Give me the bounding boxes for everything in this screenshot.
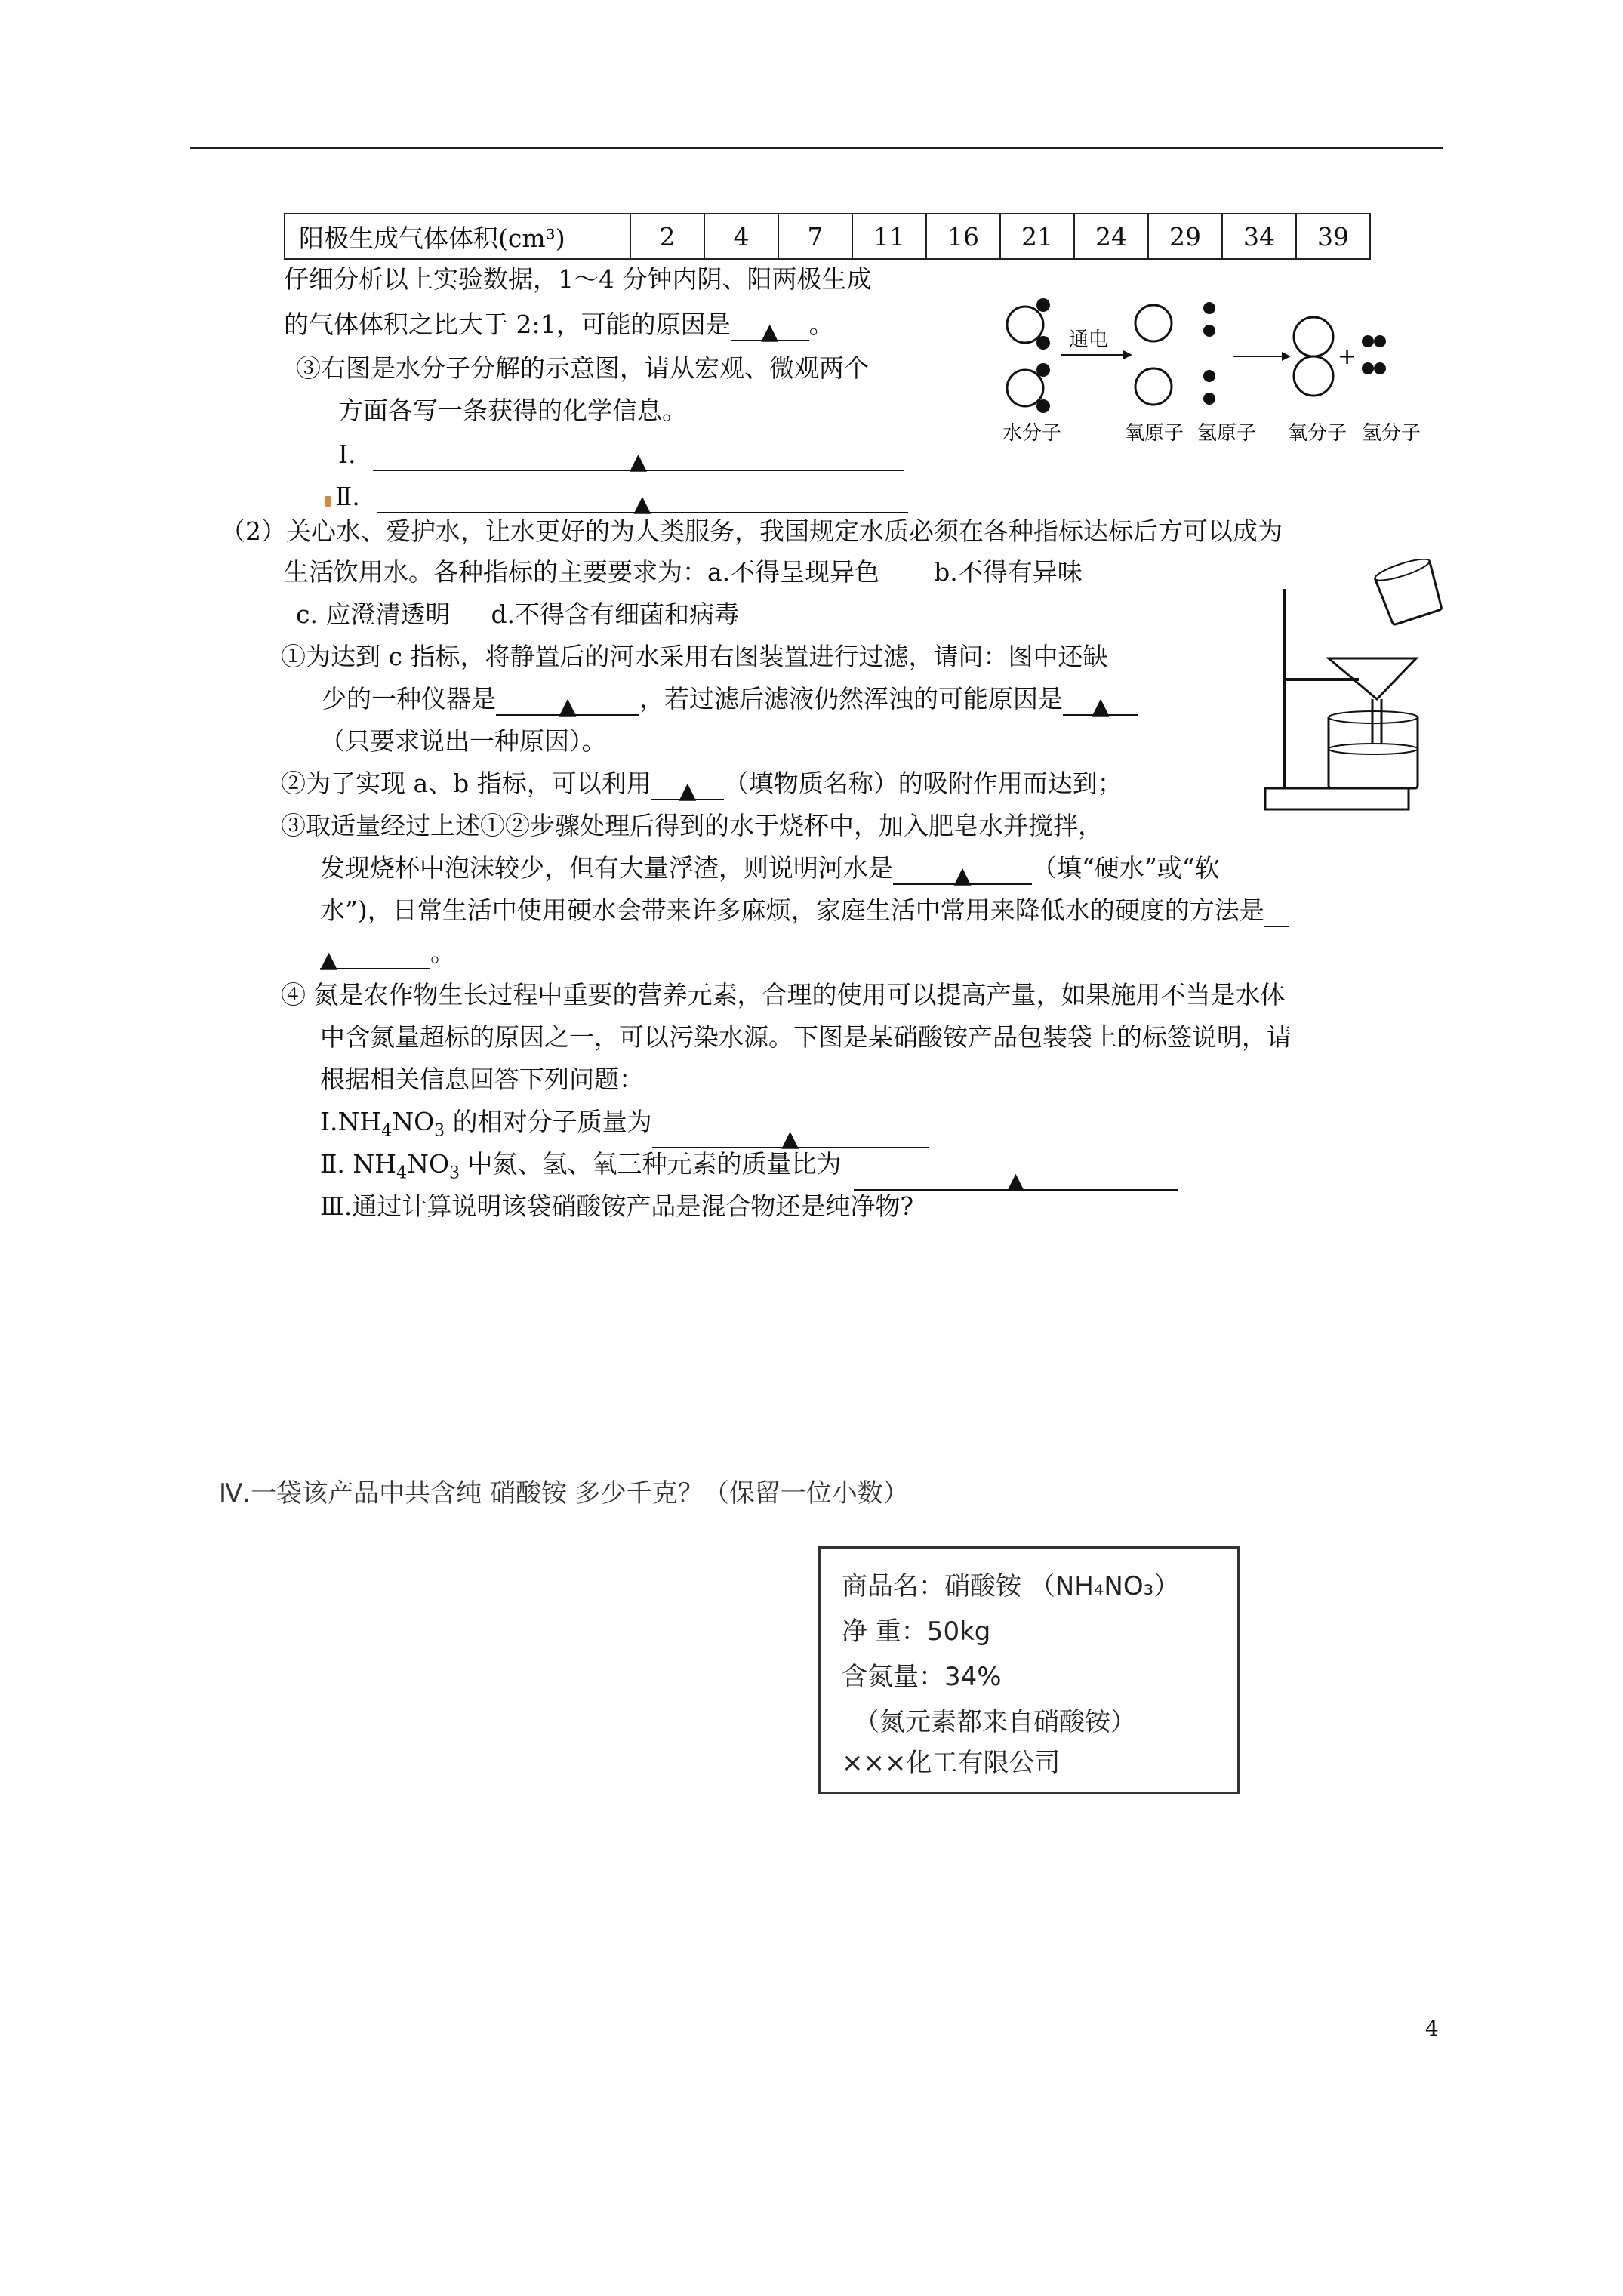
oxygen-molecule-atom — [1294, 317, 1333, 356]
text-span: Ⅰ. — [338, 439, 356, 469]
text-line — [284, 308, 834, 345]
label-company: ×××化工有限公司 — [842, 1748, 1061, 1778]
hydrogen-molecule-atom — [1362, 335, 1374, 347]
page-number: 4 — [1425, 2016, 1439, 2041]
text-span: （填“硬水”或“软 — [1032, 853, 1220, 883]
label-note: （氮元素都来自硝酸铵） — [854, 1707, 1136, 1737]
blank-marker: ▲ — [679, 778, 697, 804]
arrow-label: 通电 — [1069, 328, 1109, 351]
text-line: 仔细分析以上实验数据，1～4 分钟内阴、阳两极生成 — [284, 264, 872, 294]
stand-base — [1265, 788, 1409, 809]
answer-blank[interactable] — [893, 858, 1032, 889]
text-line: ④ 氮是农作物生长过程中重要的营养元素，合理的使用可以提高产量，如果施用不当是水体 — [281, 980, 1286, 1009]
table-cell: 34 — [1222, 214, 1296, 259]
water-decomposition-diagram — [996, 287, 1449, 453]
hydrogen-atom — [1203, 370, 1215, 382]
product-label — [818, 1546, 1240, 1794]
answer-blank[interactable] — [377, 486, 908, 517]
top-rule — [190, 147, 1443, 149]
hydrogen-molecule-atom — [1374, 335, 1386, 347]
blank-marker: ▲ — [629, 448, 648, 475]
gas-volume-table — [284, 213, 1371, 260]
answer-blank[interactable] — [373, 444, 904, 475]
text-line — [320, 1148, 1178, 1194]
diagram-label: 氧分子 — [1288, 422, 1347, 445]
answer-blank[interactable] — [1264, 900, 1289, 927]
text-span: 发现烧杯中泡沫较少，但有大量浮渣，则说明河水是 — [320, 853, 893, 883]
label-nitrogen-content: 含氮量：34% — [842, 1662, 1002, 1692]
hydrogen-molecule-atom — [1362, 362, 1374, 374]
text-line — [296, 598, 739, 631]
filtration-apparatus-diagram — [1253, 559, 1449, 823]
table-cell: 4 — [704, 214, 778, 259]
text-line — [320, 852, 1220, 889]
text-line — [322, 683, 1138, 720]
plus-sign: + — [1338, 344, 1357, 370]
blank-marker: ▲ — [1092, 693, 1110, 720]
table-cell: 39 — [1296, 214, 1370, 259]
diagram-label: 氧原子 — [1125, 422, 1184, 445]
text-span: d.不得含有细菌和病毒 — [491, 599, 740, 629]
text-line: 中含氮量超标的原因之一，可以污染水源。下图是某硝酸铵产品包装袋上的标签说明，请 — [320, 1022, 1292, 1052]
answer-blank[interactable] — [651, 773, 724, 804]
blank-marker: ▲ — [633, 491, 651, 517]
table-cell: 11 — [852, 214, 926, 259]
text-span: NO — [392, 1107, 435, 1136]
oxygen-atom — [1135, 305, 1172, 341]
text-line — [325, 480, 908, 517]
text-line — [320, 936, 455, 973]
text-span: 水”)，日常生活中使用硬水会带来许多麻烦，家庭生活中常用来降低水的硬度的方法是 — [320, 895, 1264, 925]
text-line — [284, 556, 1083, 589]
text-span: ②为了实现 a、b 指标，可以利用 — [281, 769, 651, 798]
label-product-name: 商品名：硝酸铵 （NH₄NO₃） — [842, 1571, 1180, 1601]
text-span: 的气体体积之比大于 2:1，可能的原因是 — [284, 310, 731, 339]
text-span: 中氮、氢、氧三种元素的质量比为 — [460, 1149, 842, 1179]
answer-blank[interactable] — [731, 314, 809, 345]
text-line — [320, 1105, 929, 1152]
answer-blank[interactable] — [1063, 689, 1138, 720]
pouring-beaker — [1373, 559, 1445, 626]
blank-marker: ▲ — [781, 1125, 799, 1152]
table-cell: 29 — [1148, 214, 1222, 259]
text-line: ③右图是水分子分解的示意图，请从宏观、微观两个 — [296, 353, 869, 383]
blank-marker: ▲ — [761, 319, 779, 345]
oxygen-atom — [1135, 368, 1172, 405]
text-line: Ⅲ.通过计算说明该袋硝酸铵产品是混合物还是纯净物? — [320, 1191, 914, 1221]
text-line: ③取适量经过上述①②步骤处理后得到的水于烧杯中，加入肥皂水并搅拌， — [281, 811, 1103, 840]
text-span: 少的一种仪器是 — [322, 684, 496, 713]
text-line: （2）关心水、爱护水，让水更好的为人类服务，我国规定水质必须在各种指标达标后方可以成为 — [220, 516, 1283, 546]
diagram-label: 氢分子 — [1362, 422, 1421, 445]
text-line: ①为达到 c 指标，将静置后的河水采用右图装置进行过滤，请问：图中还缺 — [281, 642, 1108, 671]
answer-blank[interactable] — [320, 942, 430, 973]
text-span: Ⅱ. NH — [320, 1149, 397, 1179]
answer-blank[interactable] — [652, 1121, 929, 1152]
question-iv: Ⅳ.一袋该产品中共含纯 硝酸铵 多少千克？（保留一位小数） — [219, 1478, 909, 1509]
diagram-label: 氢原子 — [1197, 422, 1257, 445]
table-row — [285, 214, 1370, 259]
oxygen-molecule-atom — [1294, 356, 1333, 396]
text-span: b.不得有异味 — [934, 557, 1083, 587]
text-line — [338, 438, 904, 475]
subscript: 4 — [396, 1163, 408, 1183]
text-span: Ⅱ. — [335, 482, 360, 511]
text-line — [281, 767, 1123, 804]
text-span: 。 — [808, 310, 834, 339]
table-cell: 16 — [926, 214, 1000, 259]
text-span: ，若过滤后滤液仍然浑浊的可能原因是 — [639, 684, 1063, 713]
text-line: 根据相关信息回答下列问题： — [320, 1065, 644, 1094]
blank-marker: ▲ — [559, 693, 577, 720]
answer-blank[interactable] — [854, 1163, 1178, 1194]
text-line: 方面各写一条获得的化学信息。 — [338, 396, 687, 425]
hydrogen-molecule-atom — [1374, 362, 1386, 374]
water-molecule-bottom — [1007, 363, 1050, 413]
hydrogen-atom — [1203, 325, 1215, 337]
subscript: 3 — [434, 1121, 445, 1141]
text-span: Ⅰ.NH — [320, 1107, 382, 1136]
blank-marker: ▲ — [320, 947, 338, 973]
water-molecule-top — [1007, 298, 1050, 350]
blank-marker: ▲ — [1006, 1167, 1025, 1194]
text-span: NO — [407, 1149, 449, 1179]
text-span: 生活饮用水。各种指标的主要要求为：a.不得呈现异色 — [284, 557, 880, 587]
text-span: 的相对分子质量为 — [445, 1107, 652, 1136]
arrow-head — [1123, 350, 1132, 359]
text-line: （只要求说出一种原因）。 — [320, 726, 607, 756]
table-cell: 7 — [778, 214, 852, 259]
subscript: 3 — [449, 1163, 460, 1183]
text-span: （填物质名称）的吸附作用而达到； — [723, 769, 1123, 798]
blank-marker: ▲ — [953, 862, 972, 889]
table-cell: 24 — [1074, 214, 1148, 259]
table-cell: 2 — [630, 214, 704, 259]
orange-mark — [325, 496, 331, 507]
text-line — [320, 894, 1289, 927]
table-header-cell: 阳极生成气体体积(cm³) — [285, 214, 630, 259]
arrow-head — [1282, 352, 1291, 361]
answer-blank[interactable] — [496, 689, 639, 720]
hydrogen-atom — [1203, 393, 1215, 405]
text-span: c. 应澄清透明 — [296, 599, 451, 629]
diagram-label: 水分子 — [1002, 422, 1062, 445]
subscript: 4 — [381, 1121, 393, 1141]
label-net-weight: 净 重：50kg — [842, 1616, 991, 1647]
hydrogen-atom — [1203, 302, 1215, 314]
table-cell: 21 — [1000, 214, 1074, 259]
text-span: 。 — [430, 938, 455, 967]
filtrate-surface — [1329, 744, 1418, 754]
